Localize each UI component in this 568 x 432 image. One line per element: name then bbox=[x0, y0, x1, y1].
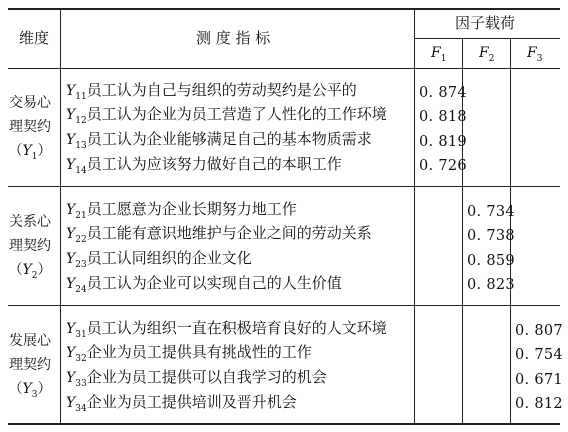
header-bottom-rule bbox=[8, 68, 560, 69]
loading-value: 0. 754 bbox=[515, 347, 563, 363]
loading-value: 0. 812 bbox=[515, 396, 563, 412]
indicator-row: $Y_{22}$员工能有意识地维护与企业之间的劳动关系 bbox=[66, 224, 372, 245]
group-divider-1 bbox=[8, 186, 560, 187]
indicator-row: $Y_{24}$员工认为企业可以实现自己的人生价值 bbox=[66, 274, 342, 295]
loading-value: 0. 874 bbox=[419, 85, 467, 101]
loading-value: 0. 671 bbox=[515, 372, 563, 388]
loading-value: 0. 823 bbox=[467, 277, 515, 293]
indicator-row: $Y_{34}$企业为员工提供培训及晋升机会 bbox=[66, 393, 297, 414]
factor-1-header: $F_1$ bbox=[431, 45, 447, 64]
factor-2-header: $F_2$ bbox=[479, 45, 495, 64]
indicator-row: $Y_{31}$员工认为组织一直在积极培育良好的人文环境 bbox=[66, 319, 387, 340]
group-divider-2 bbox=[8, 305, 560, 306]
table-top-rule bbox=[8, 8, 560, 10]
indicator-row: $Y_{12}$员工认为企业为员工营造了人性化的工作环境 bbox=[66, 105, 387, 126]
indicator-row: $Y_{33}$企业为员工提供可以自我学习的机会 bbox=[66, 368, 327, 389]
loading-value: 0. 734 bbox=[467, 204, 515, 220]
factor-header-rule bbox=[414, 38, 560, 39]
indicator-row: $Y_{13}$员工认为企业能够满足自己的基本物质需求 bbox=[66, 130, 372, 151]
indicator-row: $Y_{23}$员工认同组织的企业文化 bbox=[66, 249, 252, 270]
loading-value: 0. 738 bbox=[467, 228, 515, 244]
loading-value: 0. 726 bbox=[419, 158, 467, 174]
loading-header: 因子载荷 bbox=[455, 14, 516, 32]
loading-value: 0. 819 bbox=[419, 134, 467, 150]
indicator-row: $Y_{21}$员工愿意为企业长期努力地工作 bbox=[66, 200, 297, 221]
indicator-row: $Y_{14}$员工认为应该努力做好自己的本职工作 bbox=[66, 155, 342, 176]
factor-3-header: $F_3$ bbox=[527, 45, 543, 64]
loading-value: 0. 859 bbox=[467, 253, 515, 269]
table-bottom-rule bbox=[8, 423, 560, 425]
dim-transactional: 交易心 理契约 $(Y_1)$ bbox=[8, 95, 52, 162]
indicator-row: $Y_{11}$员工认为自己与组织的劳动契约是公平的 bbox=[66, 81, 357, 102]
dim-developmental: 发展心 理契约 $(Y_3)$ bbox=[8, 333, 52, 400]
loading-value: 0. 807 bbox=[515, 323, 563, 339]
indicator-header: 测 度 指 标 bbox=[196, 29, 271, 47]
loading-value: 0. 818 bbox=[419, 109, 467, 125]
dim-header: 维度 bbox=[19, 29, 50, 47]
indicator-column-rule bbox=[414, 8, 415, 424]
indicator-row: $Y_{32}$企业为员工提供具有挑战性的工作 bbox=[66, 343, 312, 364]
dim-relational: 关系心 理契约 $(Y_2)$ bbox=[8, 214, 52, 281]
